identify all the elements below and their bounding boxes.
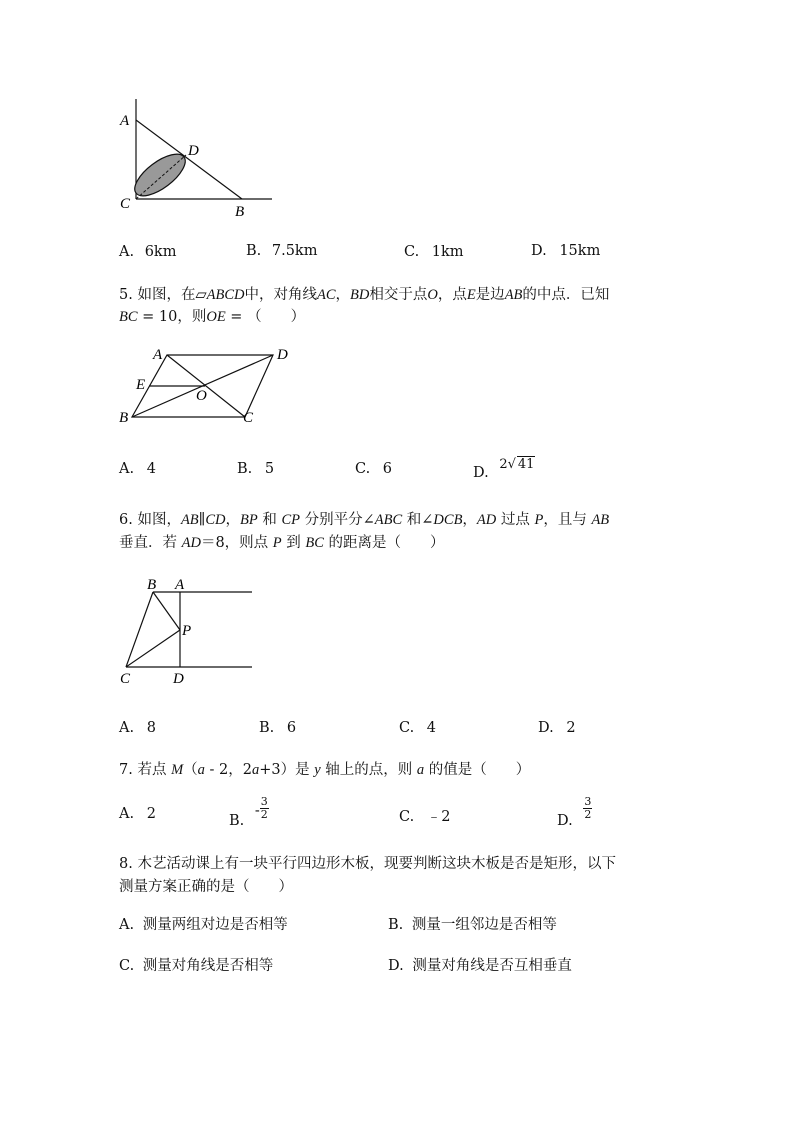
q6-figure: [115, 575, 260, 690]
denominator: 2: [260, 808, 268, 821]
math: AB: [180, 512, 199, 528]
math: E: [466, 287, 476, 303]
q4-label-D: D: [188, 143, 199, 159]
q5-option-c[interactable]: [355, 461, 392, 477]
option-text: 2: [146, 806, 156, 822]
math: O: [427, 287, 438, 303]
text: （: [183, 762, 198, 778]
math: CP: [281, 512, 300, 528]
math: BD: [350, 287, 370, 303]
text: - 2，2: [204, 762, 252, 778]
option-text: 15km: [559, 243, 601, 259]
text: ，点: [437, 287, 467, 303]
q6-option-b[interactable]: [259, 720, 296, 736]
q6-stem-line2: [119, 531, 445, 552]
option-letter: D.: [531, 243, 547, 259]
q7-option-b[interactable]: [229, 795, 269, 829]
option-text: ﹣2: [426, 809, 451, 825]
numerator: 3: [260, 795, 268, 808]
option-letter: C.: [355, 461, 371, 477]
option-letter: B.: [246, 243, 262, 259]
text: 相交于点: [369, 287, 428, 303]
numerator: 3: [584, 795, 592, 808]
math: AB: [504, 287, 523, 303]
math: ABC: [374, 512, 403, 528]
option-text: 5: [264, 461, 275, 477]
q5-figure: [115, 343, 305, 428]
q4-label-B: B: [235, 204, 245, 220]
q7-option-a[interactable]: [119, 806, 156, 822]
text: 分别平分∠: [300, 512, 375, 528]
q5-option-d[interactable]: [473, 456, 535, 481]
math: a: [416, 762, 425, 778]
option-text: 6km: [144, 244, 177, 260]
denominator: 2: [584, 808, 592, 821]
q4-option-d[interactable]: [531, 243, 600, 259]
option-text: 测量对角线是否互相垂直: [412, 958, 572, 974]
math: AD: [476, 512, 497, 528]
option-letter: A.: [119, 461, 135, 477]
math: OE: [206, 309, 226, 325]
q4-label-C: C: [120, 196, 131, 212]
text: = 10，则: [137, 309, 207, 325]
q4-option-a[interactable]: [119, 244, 176, 260]
q5-label-E: E: [136, 377, 146, 393]
text: 5. 如图，在: [119, 287, 196, 303]
q6-option-c[interactable]: [399, 720, 436, 736]
text: = （ ）: [225, 309, 306, 325]
math: BP: [240, 512, 258, 528]
q7-option-d[interactable]: [557, 795, 592, 829]
option-letter: A.: [119, 720, 135, 736]
option-letter: B.: [237, 461, 253, 477]
text: 的距离是（ ）: [323, 535, 445, 551]
q5-option-a[interactable]: [119, 461, 156, 477]
option-text: 2: [566, 720, 576, 736]
parallelogram-icon: ▱: [195, 287, 207, 303]
option-text: 测量一组邻边是否相等: [411, 917, 557, 933]
math: a: [197, 762, 205, 778]
option-text: 测量两组对边是否相等: [142, 917, 288, 933]
option-letter: C.: [399, 809, 415, 825]
math: y: [314, 762, 321, 778]
math: a: [251, 762, 260, 778]
text: +3）是: [259, 762, 315, 778]
math: BC: [119, 309, 138, 325]
q5-label-A: A: [153, 347, 163, 363]
option-letter: D.: [557, 812, 573, 829]
q8-option-b[interactable]: [388, 913, 557, 934]
q6-label-A: A: [175, 577, 185, 593]
math: DCB: [433, 512, 463, 528]
option-text: 1km: [431, 244, 464, 260]
q8-stem-line2: 测量方案正确的是（ ）: [119, 879, 293, 895]
option-letter: D.: [538, 720, 554, 736]
radical-sign-icon: √: [507, 457, 516, 472]
radicand: 41: [517, 457, 535, 472]
option-letter: A.: [119, 244, 135, 260]
q4-label-A: A: [120, 113, 130, 129]
q4-option-b[interactable]: [246, 243, 317, 259]
fraction: [583, 796, 592, 821]
minus-sign: -: [254, 802, 260, 819]
coefficient: 2: [499, 457, 508, 472]
q6-option-d[interactable]: [538, 720, 576, 736]
q5-label-C: C: [243, 410, 254, 426]
option-text: 4: [146, 461, 156, 477]
option-text: 7.5km: [271, 243, 318, 259]
text: 的中点．已知: [522, 287, 610, 303]
q5-label-B: B: [119, 410, 129, 426]
math: ABCD: [206, 287, 245, 303]
option-text: 测量对角线是否相等: [142, 958, 274, 974]
text: 6. 如图，: [119, 512, 181, 528]
text: 是边: [475, 287, 505, 303]
q5-stem-line2: [119, 305, 305, 326]
q8-stem-line1: 8. 木艺活动课上有一块平行四边形木板，现要判断这块木板是否是矩形，以下: [119, 856, 616, 872]
q6-label-D: D: [173, 671, 184, 687]
q6-stem-line1: [119, 508, 609, 529]
math: CD: [205, 512, 226, 528]
fraction: [260, 796, 269, 821]
math: AC: [316, 287, 336, 303]
q4-option-c[interactable]: [404, 244, 464, 260]
option-letter: B.: [229, 812, 245, 829]
option-letter: A.: [119, 917, 135, 933]
option-letter: B.: [259, 720, 275, 736]
q5-stem-line1: [119, 283, 609, 304]
text: 和∠: [402, 512, 434, 528]
q8-option-a[interactable]: [119, 913, 288, 934]
sqrt-expression: [499, 457, 535, 472]
text: 中，对角线: [244, 287, 317, 303]
q6-label-B: B: [147, 577, 157, 593]
option-letter: C.: [119, 958, 135, 974]
option-letter: D.: [388, 958, 404, 974]
q5-label-O: O: [196, 388, 207, 404]
q5-option-b[interactable]: [237, 461, 274, 477]
math: AB: [591, 512, 610, 528]
math: AD: [181, 535, 201, 551]
option-text: 6: [382, 461, 393, 477]
math: P: [272, 535, 282, 551]
text: 到: [281, 535, 306, 551]
math: M: [171, 762, 184, 778]
option-text: 4: [426, 720, 437, 736]
q7-stem: [119, 758, 530, 779]
q4-figure: [110, 95, 290, 225]
option-text: 8: [146, 720, 156, 736]
text: 轴上的点，则: [320, 762, 417, 778]
q8-option-c[interactable]: [119, 954, 273, 975]
text: 7. 若点: [119, 762, 172, 778]
text: 垂直．若: [119, 535, 182, 551]
option-letter: C.: [404, 244, 420, 260]
math: BC: [305, 535, 324, 551]
q6-label-P: P: [182, 623, 192, 639]
math: P: [534, 512, 544, 528]
text: ，: [225, 512, 241, 528]
q6-label-C: C: [120, 671, 131, 687]
option-letter: B.: [388, 917, 404, 933]
text: 的值是（ ）: [424, 762, 531, 778]
option-letter: C.: [399, 720, 415, 736]
text: 过点: [496, 512, 535, 528]
parallel-icon: ∥: [198, 512, 206, 528]
q5-label-D: D: [277, 347, 288, 363]
q6-option-a[interactable]: [119, 720, 156, 736]
option-letter: D.: [473, 465, 489, 481]
text: ，: [335, 287, 350, 303]
text: ，: [462, 512, 477, 528]
q8-option-d[interactable]: [388, 954, 572, 975]
text: ＝8，则点: [200, 535, 273, 551]
option-letter: A.: [119, 806, 135, 822]
q7-option-c[interactable]: [399, 805, 451, 826]
text: 和: [257, 512, 282, 528]
option-text: 6: [286, 720, 297, 736]
shaded-ellipse: [128, 147, 192, 204]
text: ，且与: [543, 512, 592, 528]
